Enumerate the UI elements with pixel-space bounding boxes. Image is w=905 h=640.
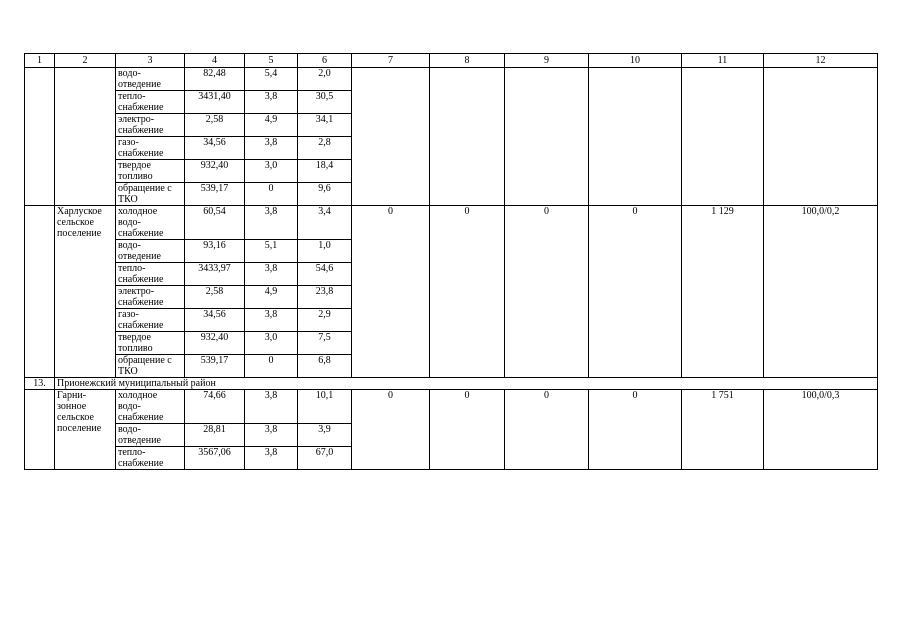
column-header: 4 (185, 54, 245, 68)
service-type-cell: холодное водо- снабжение (116, 206, 185, 240)
service-type-cell: водо- отведение (116, 68, 185, 91)
summary-cell: 1 129 (682, 206, 764, 378)
column-header: 10 (589, 54, 682, 68)
value-cell: 3,0 (245, 332, 298, 355)
summary-cell: 0 (505, 206, 589, 378)
service-type-cell: водо- отведение (116, 240, 185, 263)
value-cell: 0 (245, 355, 298, 378)
value-cell: 0 (245, 183, 298, 206)
summary-cell: 100,0/0,3 (764, 390, 878, 470)
value-cell: 3,8 (245, 309, 298, 332)
empty-cell (682, 68, 764, 206)
value-cell: 30,5 (298, 91, 352, 114)
value-cell: 1,0 (298, 240, 352, 263)
value-cell: 18,4 (298, 160, 352, 183)
settlement-name-cell: Гарни- зонное сельское поселение (55, 390, 116, 470)
value-cell: 3567,06 (185, 447, 245, 470)
empty-cell (352, 68, 430, 206)
column-header: 12 (764, 54, 878, 68)
value-cell: 60,54 (185, 206, 245, 240)
service-type-cell: обращение с ТКО (116, 183, 185, 206)
summary-cell: 0 (589, 206, 682, 378)
value-cell: 7,5 (298, 332, 352, 355)
empty-cell (505, 68, 589, 206)
value-cell: 4,9 (245, 286, 298, 309)
value-cell: 6,8 (298, 355, 352, 378)
value-cell: 5,1 (245, 240, 298, 263)
service-type-cell: газо- снабжение (116, 137, 185, 160)
value-cell: 93,16 (185, 240, 245, 263)
tariff-table (24, 53, 878, 470)
summary-cell: 0 (352, 206, 430, 378)
service-type-cell: электро- снабжение (116, 114, 185, 137)
summary-cell: 0 (589, 390, 682, 470)
column-header: 6 (298, 54, 352, 68)
summary-cell: 0 (352, 390, 430, 470)
value-cell: 3,8 (245, 206, 298, 240)
value-cell: 2,58 (185, 286, 245, 309)
value-cell: 2,8 (298, 137, 352, 160)
value-cell: 34,1 (298, 114, 352, 137)
value-cell: 3,9 (298, 424, 352, 447)
value-cell: 539,17 (185, 183, 245, 206)
column-header: 5 (245, 54, 298, 68)
value-cell: 4,9 (245, 114, 298, 137)
value-cell: 10,1 (298, 390, 352, 424)
value-cell: 5,4 (245, 68, 298, 91)
service-type-cell: холодное водо- снабжение (116, 390, 185, 424)
column-header: 9 (505, 54, 589, 68)
value-cell: 3,8 (245, 424, 298, 447)
value-cell: 54,6 (298, 263, 352, 286)
empty-cell (764, 68, 878, 206)
service-type-cell: обращение с ТКО (116, 355, 185, 378)
service-type-cell: тепло- снабжение (116, 263, 185, 286)
service-type-cell: электро- снабжение (116, 286, 185, 309)
value-cell: 9,6 (298, 183, 352, 206)
empty-cell (589, 68, 682, 206)
summary-cell: 1 751 (682, 390, 764, 470)
service-type-cell: газо- снабжение (116, 309, 185, 332)
summary-cell: 0 (430, 390, 505, 470)
value-cell: 3,8 (245, 91, 298, 114)
column-header: 2 (55, 54, 116, 68)
column-header: 7 (352, 54, 430, 68)
column-header: 1 (25, 54, 55, 68)
value-cell: 74,66 (185, 390, 245, 424)
empty-cell (25, 390, 55, 470)
empty-cell (55, 68, 116, 206)
value-cell: 932,40 (185, 160, 245, 183)
value-cell: 932,40 (185, 332, 245, 355)
value-cell: 539,17 (185, 355, 245, 378)
value-cell: 3,0 (245, 160, 298, 183)
service-type-cell: твердое топливо (116, 332, 185, 355)
service-type-cell: водо- отведение (116, 424, 185, 447)
empty-cell (430, 68, 505, 206)
value-cell: 3,8 (245, 137, 298, 160)
section-title-cell: Прионежский муниципальный район (55, 378, 878, 390)
column-header: 8 (430, 54, 505, 68)
value-cell: 2,9 (298, 309, 352, 332)
value-cell: 3431,40 (185, 91, 245, 114)
value-cell: 28,81 (185, 424, 245, 447)
section-number-cell: 13. (25, 378, 55, 390)
value-cell: 34,56 (185, 137, 245, 160)
service-type-cell: тепло- снабжение (116, 447, 185, 470)
service-type-cell: твердое топливо (116, 160, 185, 183)
value-cell: 3,8 (245, 447, 298, 470)
column-header: 3 (116, 54, 185, 68)
value-cell: 23,8 (298, 286, 352, 309)
value-cell: 2,58 (185, 114, 245, 137)
empty-cell (25, 206, 55, 378)
value-cell: 67,0 (298, 447, 352, 470)
section-row (25, 378, 878, 390)
empty-cell (25, 68, 55, 206)
value-cell: 34,56 (185, 309, 245, 332)
summary-cell: 100,0/0,2 (764, 206, 878, 378)
summary-cell: 0 (505, 390, 589, 470)
table-header-row (25, 54, 878, 68)
table-row (25, 390, 878, 424)
column-header: 11 (682, 54, 764, 68)
value-cell: 82,48 (185, 68, 245, 91)
settlement-name-cell: Харлуское сельское поселение (55, 206, 116, 378)
table-row (25, 68, 878, 91)
value-cell: 3,8 (245, 263, 298, 286)
value-cell: 3433,97 (185, 263, 245, 286)
summary-cell: 0 (430, 206, 505, 378)
value-cell: 2,0 (298, 68, 352, 91)
value-cell: 3,4 (298, 206, 352, 240)
value-cell: 3,8 (245, 390, 298, 424)
table-row (25, 206, 878, 240)
service-type-cell: тепло- снабжение (116, 91, 185, 114)
